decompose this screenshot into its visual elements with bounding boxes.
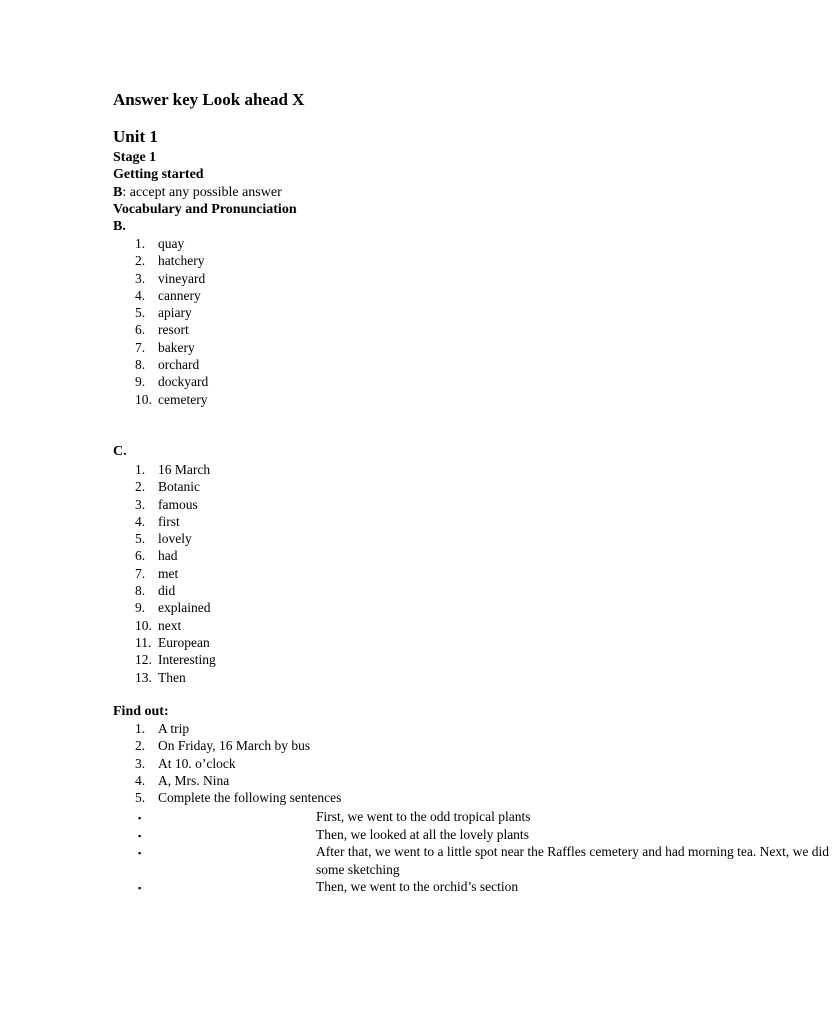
bullet-square-icon: ▪ xyxy=(138,830,142,841)
bullet-square-icon: ▪ xyxy=(138,848,142,858)
getting-started-heading: Getting started xyxy=(113,167,204,182)
bullet-item: ▪ After that, we went to a little spot near the Raffles cemetery and had morning tea. Next, we did some sketching xyxy=(138,844,829,877)
answer-text: : accept any possible answer xyxy=(122,185,282,200)
stage-heading: Stage 1 xyxy=(113,150,157,165)
section-c-label: C. xyxy=(113,444,127,459)
unit-heading: Unit 1 xyxy=(113,127,158,146)
find-out-bullets xyxy=(0,808,829,896)
document-title: Answer key Look ahead X xyxy=(113,90,305,109)
bullet-item: ▪ First, we went to the odd tropical plants xyxy=(0,808,678,826)
bullet-item: ▪ Then, we went to the orchid’s section xyxy=(0,878,678,896)
bullet-square-icon: ▪ xyxy=(138,813,142,823)
document-page: Answer key Look ahead X Unit 1 Stage 1 Getting started B: accept any possible answer Vocabulary and Pronunciation B. 1. quay 2. hatchery 3. vineyard 4. cannery 5. apiary 6. resort 7. bakery 8. orchard 9. dockyard 10. cemetery C. 1. 16 March 2. Botanic 3. famous 4. first 5. lovely 6. had 7. met 8. did 9. explained 10. next 11. European 12. Interesting 13. Then Find out: 1. A trip 2. On Friday, 16 March by bus 3. At 10. o’clock 4. A, Mrs. Nina 5. Complete the following sentences ▪ First, we went to the odd tropical plants ▪ Then, we looked at all the lovely plants ▪ After that, we went to a little spot near the Raffles cemetery and had morning tea. Next, we did some sketching ▪ Then, we went to the orchid’s section xyxy=(0,0,768,1024)
section-b-label: B. xyxy=(113,219,126,234)
bullet-square-icon: ▪ xyxy=(138,883,142,893)
find-out-heading: Find out: xyxy=(113,704,169,719)
answer-label: B xyxy=(113,185,123,200)
vocabulary-heading: Vocabulary and Pronunciation xyxy=(113,202,297,217)
getting-started-answer xyxy=(113,184,282,201)
bullet-item: ▪ Then, we looked at all the lovely plants xyxy=(0,826,678,844)
